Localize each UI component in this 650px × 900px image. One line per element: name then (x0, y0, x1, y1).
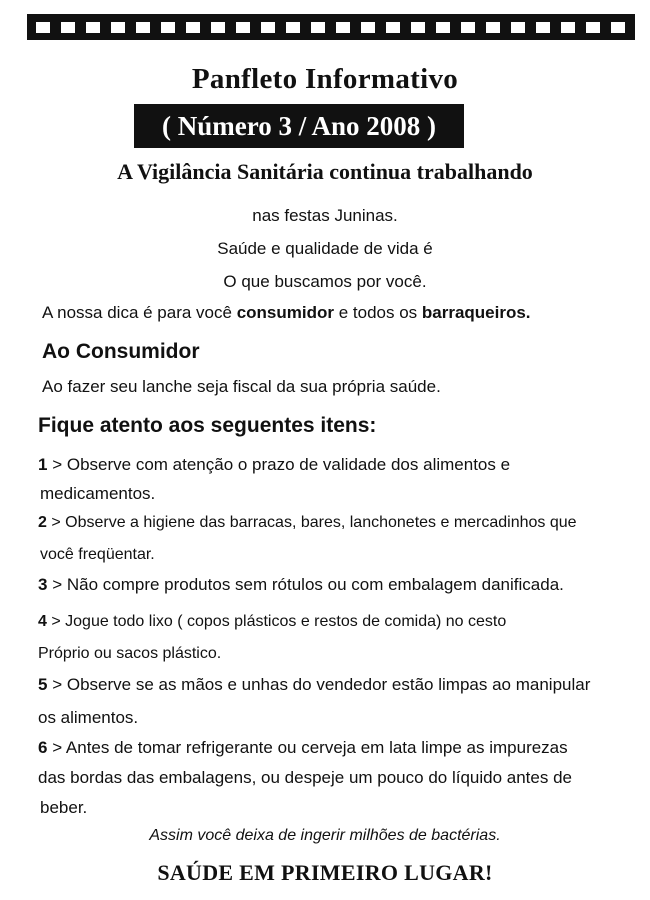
consumer-text: Ao fazer seu lanche seja fiscal da sua própria saúde. (42, 377, 441, 396)
film-hole (186, 22, 200, 33)
item-1-text: > Observe com atenção o prazo de validade dos alimentos e (47, 455, 511, 474)
item-5-number: 5 (38, 675, 48, 694)
film-hole (486, 22, 500, 33)
item-4-line-2: Próprio ou sacos plástico. (38, 645, 222, 662)
film-hole (236, 22, 250, 33)
item-1-line-2: medicamentos. (40, 484, 156, 503)
film-hole (386, 22, 400, 33)
film-hole (211, 22, 225, 33)
film-hole (436, 22, 450, 33)
film-hole (586, 22, 600, 33)
pamphlet-title: Panfleto Informativo (191, 63, 459, 95)
item-6-number: 6 (38, 738, 48, 757)
tip-middle: e todos os (333, 303, 422, 322)
item-6-line-2: das bordas das embalagens, ou despeje um pouco do líquido antes de (38, 768, 572, 787)
film-hole (111, 22, 125, 33)
consumer-heading: Ao Consumidor (42, 340, 200, 363)
tip-vendors: barraqueiros. (421, 303, 531, 322)
item-5-line-2: os alimentos. (38, 708, 139, 727)
item-6-line-3: beber. (40, 798, 88, 817)
item-1-line-1 (38, 455, 510, 475)
item-6-text: > Antes de tomar refrigerante ou cerveja em lata limpe as impurezas (47, 738, 568, 757)
film-hole (411, 22, 425, 33)
item-3-text: > Não compre produtos sem rótulos ou com embalagem danificada. (47, 575, 564, 594)
item-5-line-1 (38, 675, 590, 695)
film-hole (36, 22, 50, 33)
item-2-text: > Observe a higiene das barracas, bares, lanchonetes e mercadinhos que (46, 514, 577, 531)
film-hole (161, 22, 175, 33)
film-hole (261, 22, 275, 33)
film-hole (561, 22, 575, 33)
intro-line-2: Saúde e qualidade de vida é (217, 239, 433, 258)
item-4-text: > Jogue todo lixo ( copos plásticos e restos de comida) no cesto (46, 613, 507, 630)
issue-banner: ( Número 3 / Ano 2008 ) (134, 104, 464, 148)
film-hole (61, 22, 75, 33)
intro-line-1: nas festas Juninas. (252, 206, 398, 225)
item-3-line-1 (38, 575, 564, 595)
slogan: SAÚDE EM PRIMEIRO LUGAR! (157, 860, 493, 885)
film-hole (286, 22, 300, 33)
film-hole (511, 22, 525, 33)
film-hole (461, 22, 475, 33)
film-hole (536, 22, 550, 33)
film-hole (361, 22, 375, 33)
film-hole (336, 22, 350, 33)
film-hole (611, 22, 625, 33)
film-hole (86, 22, 100, 33)
intro-line-3: O que buscamos por você. (223, 272, 427, 291)
item-2-number: 2 (38, 514, 47, 531)
film-hole (136, 22, 150, 33)
item-3-number: 3 (38, 575, 48, 594)
item-1-number: 1 (38, 455, 48, 474)
item-4-line-1 (38, 613, 506, 631)
film-strip-border (27, 14, 635, 40)
tip-prefix: A nossa dica é para você (42, 303, 237, 322)
item-2-line-2: você freqüentar. (40, 546, 155, 563)
film-hole (311, 22, 325, 33)
item-4-number: 4 (38, 613, 47, 630)
closing-note: Assim você deixa de ingerir milhões de bactérias. (149, 827, 501, 844)
subtitle: A Vigilância Sanitária continua trabalhando (117, 159, 533, 184)
tip-line (42, 303, 531, 323)
items-heading: Fique atento aos seguentes itens: (38, 414, 377, 437)
item-2-line-1 (38, 514, 577, 532)
item-6-line-1 (38, 738, 568, 758)
tip-consumer: consumidor (236, 303, 334, 322)
item-5-text: > Observe se as mãos e unhas do vendedor estão limpas ao manipular (47, 675, 591, 694)
